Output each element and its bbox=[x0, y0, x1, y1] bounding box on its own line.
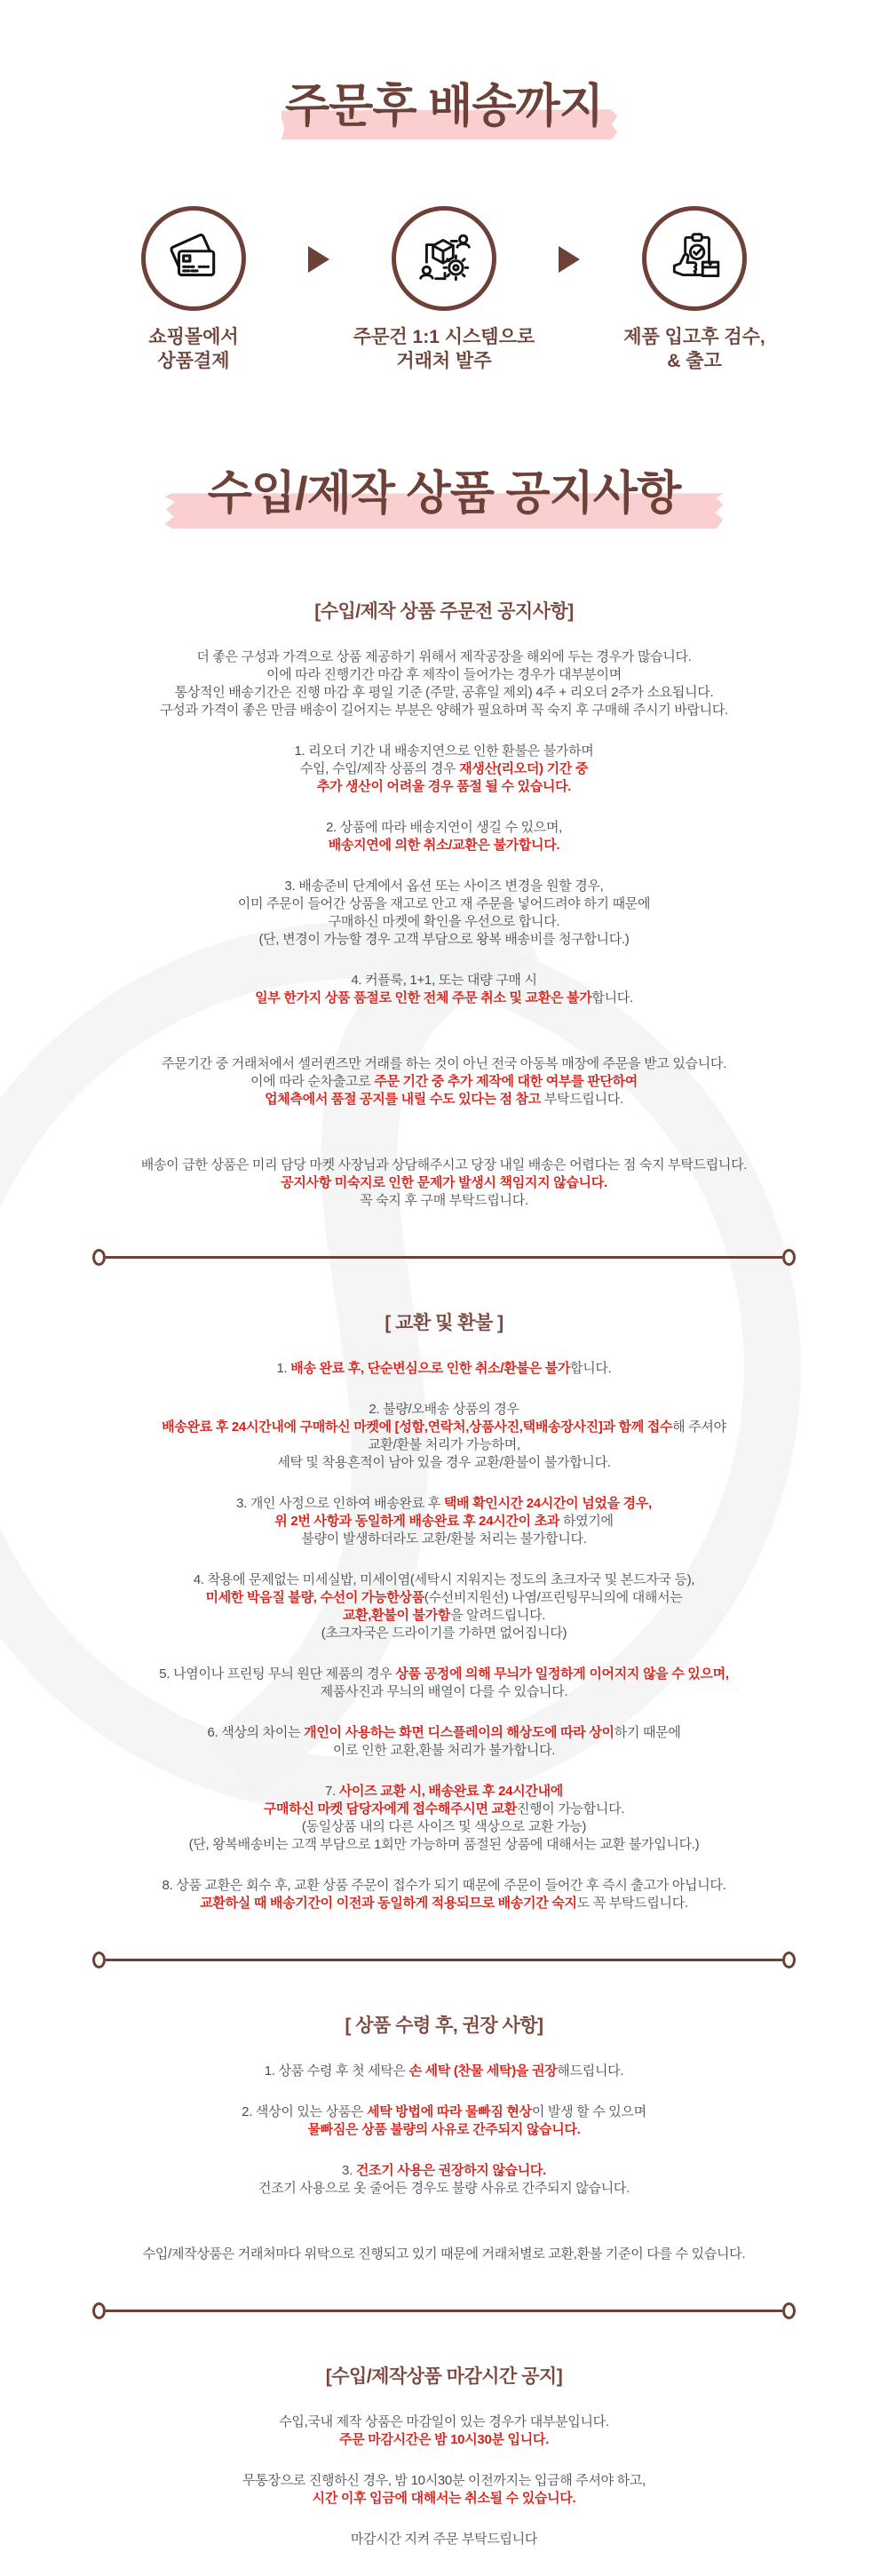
text-segment: 교환/환불 처리가 가능하며, bbox=[368, 1437, 520, 1453]
notice-paragraph bbox=[31, 743, 857, 796]
notice-section bbox=[0, 2362, 888, 2548]
text-segment: 하였기에 bbox=[559, 1514, 614, 1530]
text-segment: 구성과 가격이 좋은 만큼 배송이 길어지는 부분은 양해가 필요하며 꼭 숙지 후 구매해 주시기 바랍니다. bbox=[160, 703, 728, 719]
text-segment: (단, 변경이 가능할 경우 고객 부담으로 왕복 배송비를 청구합니다.) bbox=[258, 932, 630, 948]
notice-paragraph bbox=[31, 2063, 857, 2080]
text-segment: 꼭 숙지 후 구매 부탁드립니다. bbox=[360, 1193, 528, 1209]
text-segment: 도 꼭 부탁드립니다. bbox=[576, 1896, 688, 1912]
step-label: 제품 입고후 검수, & 출고 bbox=[623, 327, 765, 372]
divider-line bbox=[106, 1256, 782, 1259]
text-segment: 3. bbox=[342, 2163, 356, 2179]
text-segment: 하기 때문에 bbox=[614, 1725, 681, 1741]
arrow-right-icon bbox=[308, 246, 329, 273]
notice-paragraph bbox=[31, 1055, 857, 1109]
text-segment: 이에 따라 순차출고로 bbox=[250, 1074, 375, 1090]
text-segment: (수선비지원선) 나염/프린팅무늬의에 대해서는 bbox=[424, 1590, 683, 1606]
text-segment: 수입,국내 제작 상품은 마감일이 있는 경우가 대부분입니다. bbox=[279, 2414, 609, 2430]
text-segment: 3. 배송준비 단계에서 옵션 또는 사이즈 변경을 원할 경우, bbox=[284, 879, 604, 894]
notice-paragraph bbox=[31, 1495, 857, 1548]
section-divider bbox=[92, 1249, 796, 1266]
section-heading: [수입/제작 상품 주문전 공지사항] bbox=[314, 601, 574, 623]
text-segment: 더 좋은 구성과 가격으로 상품 제공하기 위해서 제작공장을 해외에 두는 경우가 많습니다. bbox=[196, 649, 692, 665]
divider-ring-icon bbox=[92, 2302, 106, 2319]
notice-paragraph bbox=[31, 1877, 857, 1912]
section-divider bbox=[92, 2302, 796, 2319]
text-segment: 배송이 급한 상품은 미리 담당 마켓 사장님과 상담해주시고 당장 내일 배송은 어렵다는 점 숙지 부탁드립니다. bbox=[140, 1157, 748, 1173]
text-segment: 을 알려드립니다. bbox=[450, 1608, 546, 1624]
text-segment: 개인이 사용하는 화면 디스플레이의 해상도에 따라 상이 bbox=[304, 1725, 614, 1741]
text-segment: 추가 생산이 어려울 경우 품절 될 수 있습니다. bbox=[316, 779, 572, 795]
notice-paragraph bbox=[31, 1157, 857, 1210]
text-segment: 2. 상품에 따라 배송지연이 생길 수 있으며, bbox=[325, 820, 563, 836]
divider-ring-icon bbox=[782, 2302, 796, 2319]
text-segment: (동일상품 내의 다른 사이즈 및 색상으로 교환 가능) bbox=[301, 1819, 587, 1835]
step-label: 쇼핑몰에서 상품결제 bbox=[148, 327, 239, 372]
notice-paragraph bbox=[31, 1783, 857, 1854]
text-segment: 7. bbox=[325, 1784, 339, 1800]
text-segment: 8. 상품 교환은 회수 후, 교환 상품 주문이 접수가 되기 때문에 주문이 들어간 후 즉시 출고가 아닙니다. bbox=[162, 1878, 726, 1894]
text-segment: 위 2번 사항과 동일하게 배송완료 후 24시간이 초과 bbox=[274, 1514, 560, 1530]
notice-paragraph bbox=[31, 2103, 857, 2139]
notice-paragraph bbox=[31, 972, 857, 1007]
divider-line bbox=[106, 2310, 782, 2312]
text-segment: 세탁 및 착용흔적이 남아 있을 경우 교환/환불이 불가합니다. bbox=[277, 1455, 611, 1471]
text-segment: 합니다. bbox=[570, 1361, 612, 1377]
text-segment: 시간 이후 입금에 대해서는 취소될 수 있습니다. bbox=[312, 2491, 576, 2507]
page-title: 주문후 배송까지 bbox=[285, 82, 603, 131]
divider-ring-icon bbox=[92, 1952, 106, 1968]
notice-paragraph bbox=[31, 1571, 857, 1642]
step-circle bbox=[642, 206, 747, 311]
text-segment: 이 발생 할 수 있으며 bbox=[531, 2104, 646, 2120]
notice-paragraph bbox=[31, 2531, 857, 2548]
notice-paragraph bbox=[31, 2472, 857, 2508]
step-circle bbox=[141, 206, 246, 311]
divider-line bbox=[106, 1959, 782, 1961]
notice-paragraph bbox=[31, 2413, 857, 2449]
notice-paragraph bbox=[31, 878, 857, 949]
credit-card-icon bbox=[164, 229, 223, 288]
notice-section bbox=[0, 597, 888, 1210]
step-label: 주문건 1:1 시스템으로 거래처 발주 bbox=[353, 327, 535, 372]
step-circle bbox=[392, 206, 496, 311]
section-divider bbox=[92, 1952, 796, 1968]
notice-paragraph bbox=[31, 1401, 857, 1472]
text-segment: 진행이 가능합니다. bbox=[516, 1801, 625, 1817]
text-segment: 이로 인한 교환,환불 처리가 불가합니다. bbox=[332, 1743, 556, 1759]
text-segment: 5. 나염이나 프린팅 무늬 원단 제품의 경우 bbox=[159, 1666, 396, 1682]
text-segment: 해드립니다. bbox=[557, 2063, 624, 2079]
text-segment: 택배 확인시간 24시간이 넘었을 경우, bbox=[443, 1496, 652, 1512]
text-segment: 배송완료 후 24시간내에 구매하신 마켓에 [성함,연락처,상품사진,택배송장사진]과 함께 접수 bbox=[162, 1419, 673, 1435]
text-segment: 해 주셔야 bbox=[672, 1419, 726, 1435]
notice-paragraph bbox=[31, 1360, 857, 1378]
text-segment: 공지사항 미숙지로 인한 문제가 발생시 책임지지 않습니다. bbox=[281, 1175, 607, 1191]
text-segment: 이에 따라 진행기간 마감 후 제작이 들어가는 경우가 대부분이며 bbox=[266, 667, 622, 683]
text-segment: (초크자국은 드라이기를 가하면 없어집니다) bbox=[321, 1626, 567, 1642]
text-segment: 건조기 사용은 권장하지 않습니다. bbox=[355, 2163, 546, 2179]
inspection-icon bbox=[665, 229, 724, 288]
text-segment: 6. 색상의 차이는 bbox=[207, 1725, 305, 1741]
text-segment: 이미 주문이 들어간 상품을 재고로 안고 재 주문을 넣어드려야 하기 때문에 bbox=[237, 896, 651, 912]
text-segment: 구매하신 마켓 담당자에게 접수해주시면 교환 bbox=[263, 1801, 517, 1817]
text-segment: 마감시간 지켜 주문 부탁드립니다 bbox=[350, 2532, 538, 2548]
text-segment: 사이즈 교환 시, 배송완료 후 24시간내에 bbox=[338, 1784, 563, 1800]
text-segment: 교환,환불이 불가함 bbox=[342, 1608, 451, 1624]
notice-title-section bbox=[0, 469, 888, 519]
text-segment: 주문 마감시간은 밤 10시30분 입니다. bbox=[339, 2432, 549, 2448]
text-segment: 통상적인 배송기간은 진행 마감 후 평일 기준 (주말, 공휴일 제외) 4주 + 리오더 2주가 소요됩니다. bbox=[174, 685, 714, 701]
text-segment: 주문 기간 중 추가 제작에 대한 여부를 판단하여 bbox=[374, 1074, 638, 1090]
notice-paragraph bbox=[31, 819, 857, 855]
text-segment: 수입, 수입/제작 상품의 경우 bbox=[299, 761, 460, 777]
text-segment: 2. 불량/오배송 상품의 경우 bbox=[369, 1402, 519, 1418]
text-segment: 상품 공정에 의해 무늬가 일정하게 이어지지 않을 수 있으며, bbox=[395, 1666, 729, 1682]
notice-paragraph bbox=[31, 1666, 857, 1701]
step-inspection bbox=[583, 206, 805, 373]
section-heading: [수입/제작상품 마감시간 공지] bbox=[325, 2366, 563, 2388]
text-segment: 2. 색상이 있는 상품은 bbox=[242, 2104, 368, 2120]
notice-paragraph bbox=[31, 2162, 857, 2198]
text-segment: 합니다. bbox=[591, 990, 633, 1006]
notice-paragraph bbox=[31, 648, 857, 720]
divider-ring-icon bbox=[92, 1249, 106, 1266]
order-system-icon bbox=[415, 229, 473, 288]
text-segment: 손 세탁 (찬물 세탁)을 권장 bbox=[408, 2063, 558, 2079]
text-segment: 물빠짐은 상품 불량의 사유로 간주되지 않습니다. bbox=[307, 2122, 581, 2138]
notice-section bbox=[0, 2011, 888, 2263]
notice-sections bbox=[0, 597, 888, 2548]
text-segment: (단, 왕복배송비는 고객 부담으로 1회만 가능하며 품절된 상품에 대해서는 교환 불가입니다.) bbox=[188, 1837, 700, 1853]
section-heading: [ 상품 수령 후, 권장 사항] bbox=[345, 2015, 543, 2037]
text-segment: 제품사진과 무늬의 배열이 다를 수 있습니다. bbox=[320, 1684, 568, 1700]
divider-ring-icon bbox=[782, 1952, 796, 1968]
text-segment: 업체측에서 품절 공지를 내릴 수도 있다는 점 참고 bbox=[265, 1092, 541, 1108]
text-segment: 건조기 사용으로 옷 줄어든 경우도 불량 사유로 간주되지 않습니다. bbox=[258, 2181, 630, 2197]
text-segment: 미세한 박음질 불량, 수선이 가능한상품 bbox=[205, 1590, 424, 1606]
text-segment: 구매하신 마켓에 확인을 우선으로 합니다. bbox=[328, 914, 560, 930]
step-payment bbox=[83, 206, 305, 373]
arrow-right-icon bbox=[559, 246, 580, 273]
text-segment: 주문기간 중 거래처에서 셀러퀸즈만 거래를 하는 것이 아닌 전국 아동복 매장에 주문을 받고 있습니다. bbox=[162, 1056, 726, 1072]
notice-paragraph bbox=[31, 2246, 857, 2263]
notice-section bbox=[0, 1308, 888, 1912]
text-segment: 1. 상품 수령 후 첫 세탁은 bbox=[264, 2063, 409, 2079]
text-segment: 일부 한가지 상품 품절로 인한 전체 주문 취소 및 교환은 불가 bbox=[255, 990, 592, 1006]
notice-title: 수입/제작 상품 공지사항 bbox=[208, 469, 681, 519]
text-segment: 부탁드립니다. bbox=[540, 1092, 623, 1108]
hero-section bbox=[0, 0, 888, 131]
text-segment: 3. 개인 사정으로 인하여 배송완료 후 bbox=[236, 1496, 444, 1512]
text-segment: 4. 커플룩, 1+1, 또는 대량 구매 시 bbox=[351, 973, 537, 989]
notice-paragraph bbox=[31, 1724, 857, 1760]
text-segment: 무통장으로 진행하신 경우, 밤 10시30분 이전까지는 입금해 주셔야 하고, bbox=[242, 2473, 646, 2489]
text-segment: 4. 착용에 문제없는 미세실밥, 미세이염(세탁시 지워지는 정도의 초크자국 및 본드자국 등), bbox=[193, 1572, 695, 1588]
text-segment: 불량이 발생하더라도 교환/환불 처리는 불가합니다. bbox=[301, 1531, 587, 1547]
text-segment: 교환하실 때 배송기간이 이전과 동일하게 적용되므로 배송기간 숙지 bbox=[200, 1896, 577, 1912]
order-process-steps bbox=[0, 206, 888, 373]
text-segment: 1. bbox=[276, 1361, 291, 1377]
section-heading: [ 교환 및 환불 ] bbox=[385, 1313, 503, 1334]
text-segment: 배송 완료 후, 단순변심으로 인한 취소/환불은 불가 bbox=[290, 1361, 571, 1377]
text-segment: 재생산(리오더) 기간 중 bbox=[459, 761, 589, 777]
text-segment: 배송지연에 의한 취소/교환은 불가합니다. bbox=[328, 838, 560, 854]
divider-ring-icon bbox=[782, 1249, 796, 1266]
text-segment: 세탁 방법에 따라 물빠짐 현상 bbox=[367, 2104, 532, 2120]
text-segment: 1. 리오더 기간 내 배송지연으로 인한 환불은 불가하며 bbox=[294, 743, 594, 759]
text-segment: 수입/제작상품은 거래처마다 위탁으로 진행되고 있기 때문에 거래처별로 교환,환불 기준이 다를 수 있습니다. bbox=[142, 2246, 746, 2262]
step-order-system bbox=[333, 206, 555, 373]
